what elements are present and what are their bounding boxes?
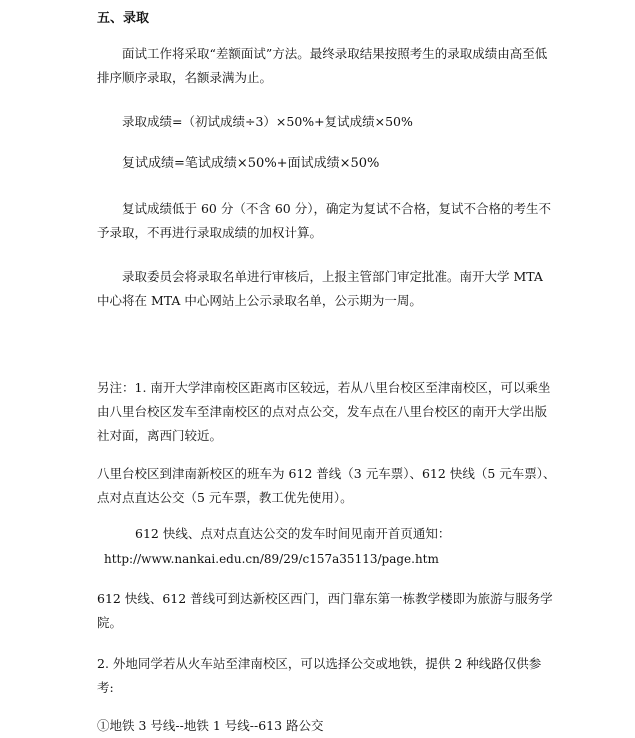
shuttle-bus-note: 八里台校区到津南新校区的班车为 612 普线（3 元车票）、612 快线（5 元车票）、点对点直达公交（5 元车票，教工优先使用）。 <box>97 466 556 505</box>
departure-time-note: 612 快线、点对点直达公交的发车时间见南开首页通知： <box>135 526 451 541</box>
section-heading: 五、录取 <box>97 11 150 26</box>
retest-score-formula: 复试成绩=笔试成绩×50%+面试成绩×50% <box>122 156 380 171</box>
admission-score-formula: 录取成绩=（初试成绩÷3）×50%+复试成绩×50% <box>122 114 413 129</box>
train-station-route-note: 2. 外地同学若从火车站至津南校区，可以选择公交或地铁，提供 2 种线路仅供参考: <box>97 656 542 695</box>
bus-arrival-note: 612 快线、612 普线可到达新校区西门，西门靠东第一栋教学楼即为旅游与服务学院。 <box>97 591 553 630</box>
admission-review-paragraph: 录取委员会将录取名单进行审核后，上报主管部门审定批准。南开大学 MTA 中心将在 MTA 中心网站上公示录取名单，公示期为一周。 <box>97 269 543 308</box>
retest-fail-paragraph: 复试成绩低于 60 分（不含 60 分），确定为复试不合格，复试不合格的考生不予录取，不再进行录取成绩的加权计算。 <box>97 201 551 240</box>
interview-method-paragraph: 面试工作将采取“差额面试”方法。最终录取结果按照考生的录取成绩由高至低排序顺序录取，名额录满为止。 <box>97 46 548 85</box>
notice-url-link[interactable]: http://www.nankai.edu.cn/89/29/c157a35113/page.htm <box>104 552 439 566</box>
route-option-1: ①地铁 3 号线--地铁 1 号线--613 路公交 <box>97 718 324 733</box>
campus-distance-note: 另注：1. 南开大学津南校区距离市区较远，若从八里台校区至津南校区，可以乘坐由八里台校区发车至津南校区的点对点公交，发车点在八里台校区的南开大学出版社对面，离西门较近。 <box>97 380 551 443</box>
